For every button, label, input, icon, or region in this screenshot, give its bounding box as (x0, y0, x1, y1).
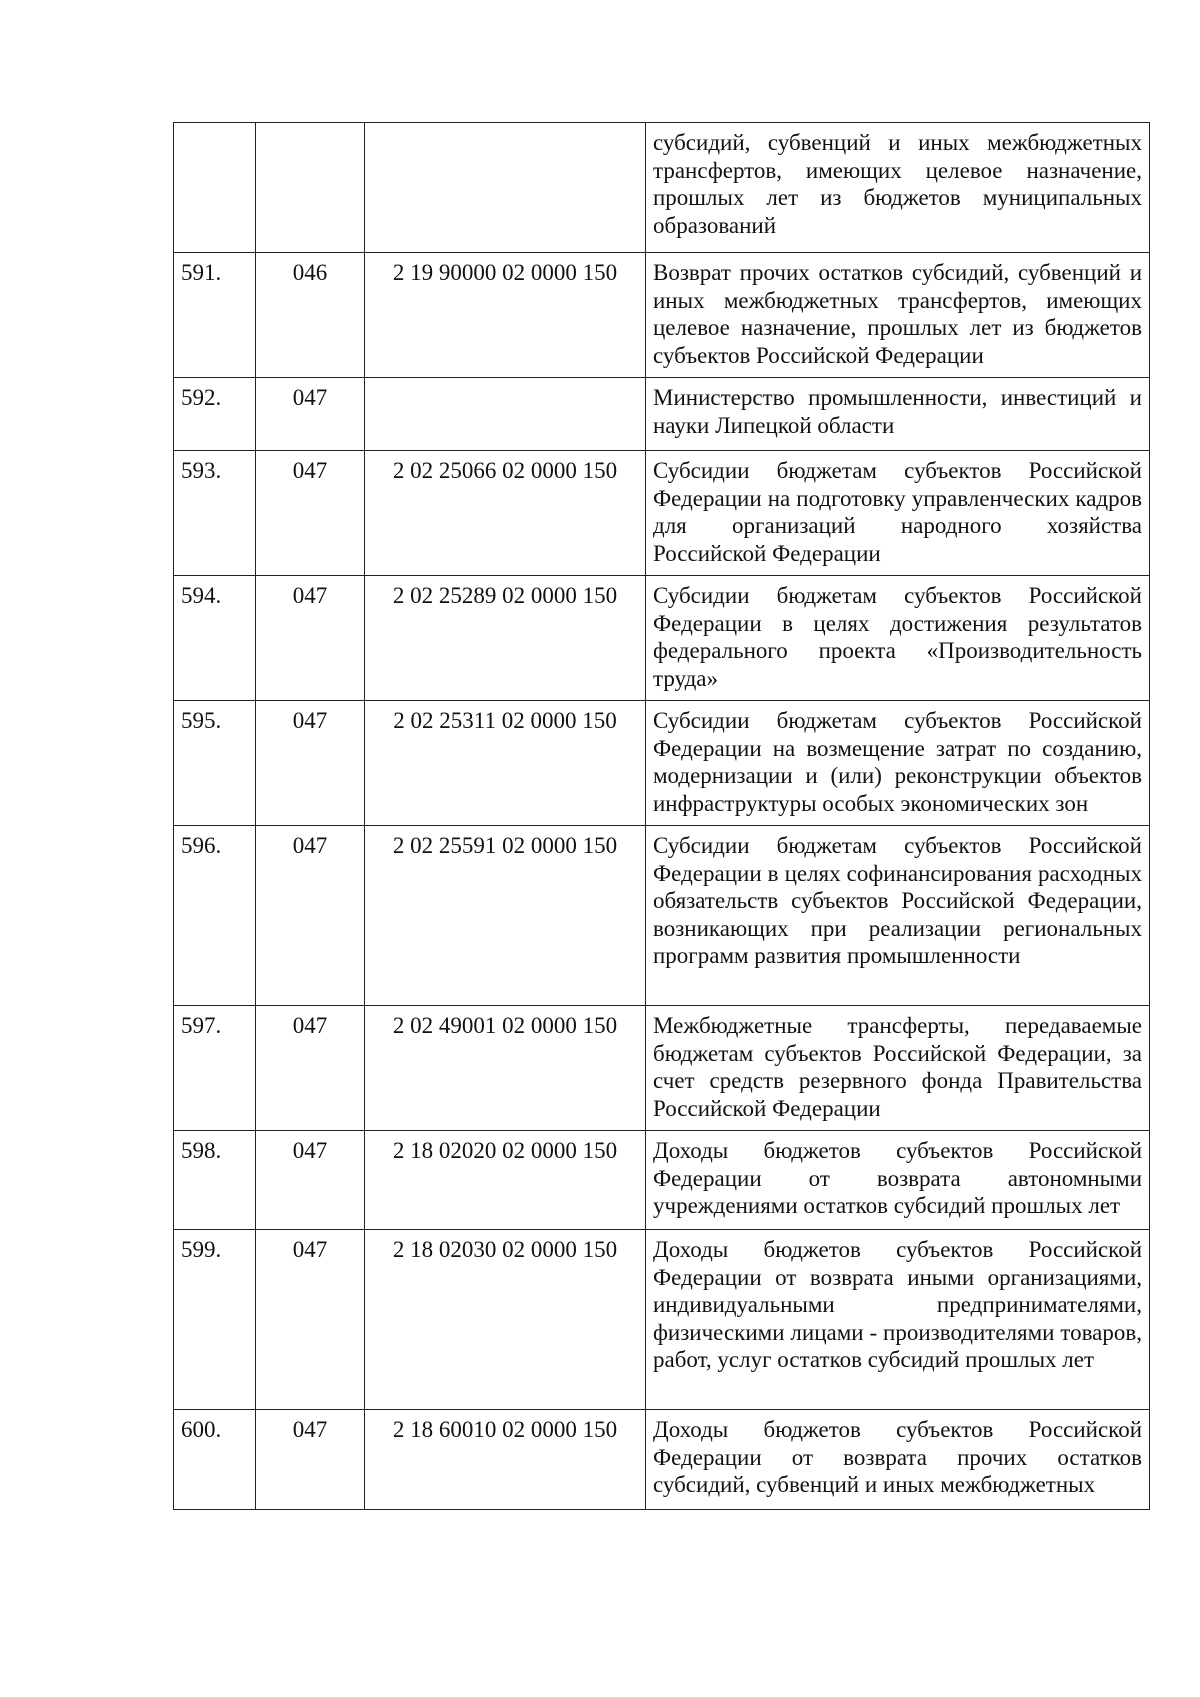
revenue-name-cell: Доходы бюджетов субъектов Российской Федерации от возврата иными организациями, индивидуальными предпринимателями, физическими лицами - производителями товаров, работ, услуг остатков субсидий прошлых лет (646, 1230, 1150, 1410)
table-row (174, 1006, 1150, 1131)
revenue-codes-table (173, 122, 1150, 1510)
administrator-code-cell: 047 (256, 1131, 365, 1230)
row-number-cell: 591. (174, 253, 256, 378)
administrator-code-cell: 047 (256, 451, 365, 576)
row-number-cell: 598. (174, 1131, 256, 1230)
table-row (174, 253, 1150, 378)
administrator-code-cell: 047 (256, 1410, 365, 1510)
row-number-cell: 596. (174, 826, 256, 1006)
administrator-code-cell: 047 (256, 701, 365, 826)
revenue-code-cell: 2 18 02030 02 0000 150 (365, 1230, 646, 1410)
row-number-cell: 594. (174, 576, 256, 701)
row-number-cell: 600. (174, 1410, 256, 1510)
revenue-code-cell: 2 02 25289 02 0000 150 (365, 576, 646, 701)
revenue-name-cell: Субсидии бюджетам субъектов Российской Федерации на подготовку управленческих кадров для организаций народного хозяйства Российской Федерации (646, 451, 1150, 576)
row-number-cell: 595. (174, 701, 256, 826)
revenue-name-cell: Субсидии бюджетам субъектов Российской Федерации на возмещение затрат по созданию, модернизации и (или) реконструкции объектов инфраструктуры особых экономических зон (646, 701, 1150, 826)
table-row (174, 1230, 1150, 1410)
revenue-code-cell: 2 02 25066 02 0000 150 (365, 451, 646, 576)
table-row (174, 123, 1150, 253)
revenue-code-cell: 2 02 25591 02 0000 150 (365, 826, 646, 1006)
table-row (174, 378, 1150, 451)
row-number-cell (174, 123, 256, 253)
table-row (174, 451, 1150, 576)
table-row (174, 826, 1150, 1006)
revenue-name-cell: Министерство промышленности, инвестиций и науки Липецкой области (646, 378, 1150, 451)
revenue-code-cell (365, 123, 646, 253)
revenue-name-cell: Межбюджетные трансферты, передаваемые бюджетам субъектов Российской Федерации, за счет средств резервного фонда Правительства Российской Федерации (646, 1006, 1150, 1131)
revenue-name-cell: Возврат прочих остатков субсидий, субвенций и иных межбюджетных трансфертов, имеющих целевое назначение, прошлых лет из бюджетов субъектов Российской Федерации (646, 253, 1150, 378)
administrator-code-cell: 047 (256, 378, 365, 451)
administrator-code-cell: 047 (256, 1230, 365, 1410)
revenue-name-cell (646, 1410, 1150, 1510)
administrator-code-cell (256, 123, 365, 253)
table-row (174, 576, 1150, 701)
revenue-name-text: Доходы бюджетов субъектов Российской Федерации от возврата прочих остатков субсидий, субвенций и иных межбюджетных (653, 1417, 1142, 1497)
administrator-code-cell: 047 (256, 826, 365, 1006)
row-number-cell: 597. (174, 1006, 256, 1131)
revenue-name-cell: субсидий, субвенций и иных межбюджетных трансфертов, имеющих целевое назначение, прошлых лет из бюджетов муниципальных образований (646, 123, 1150, 253)
revenue-code-cell: 2 18 02020 02 0000 150 (365, 1131, 646, 1230)
revenue-code-cell: 2 19 90000 02 0000 150 (365, 253, 646, 378)
revenue-name-cell: Доходы бюджетов субъектов Российской Федерации от возврата автономными учреждениями остатков субсидий прошлых лет (646, 1131, 1150, 1230)
administrator-code-cell: 046 (256, 253, 365, 378)
table-row (174, 1410, 1150, 1510)
row-number-cell: 592. (174, 378, 256, 451)
revenue-code-cell: 2 18 60010 02 0000 150 (365, 1410, 646, 1510)
administrator-code-cell: 047 (256, 1006, 365, 1131)
table-row (174, 701, 1150, 826)
revenue-code-cell (365, 378, 646, 451)
row-number-cell: 593. (174, 451, 256, 576)
table-row (174, 1131, 1150, 1230)
revenue-name-cell: Субсидии бюджетам субъектов Российской Федерации в целях софинансирования расходных обязательств субъектов Российской Федерации, возникающих при реализации региональных программ развития промышленности (646, 826, 1150, 1006)
row-number-cell: 599. (174, 1230, 256, 1410)
revenue-name-cell: Субсидии бюджетам субъектов Российской Федерации в целях достижения результатов федерального проекта «Производительность труда» (646, 576, 1150, 701)
revenue-code-cell: 2 02 25311 02 0000 150 (365, 701, 646, 826)
revenue-code-cell: 2 02 49001 02 0000 150 (365, 1006, 646, 1131)
administrator-code-cell: 047 (256, 576, 365, 701)
